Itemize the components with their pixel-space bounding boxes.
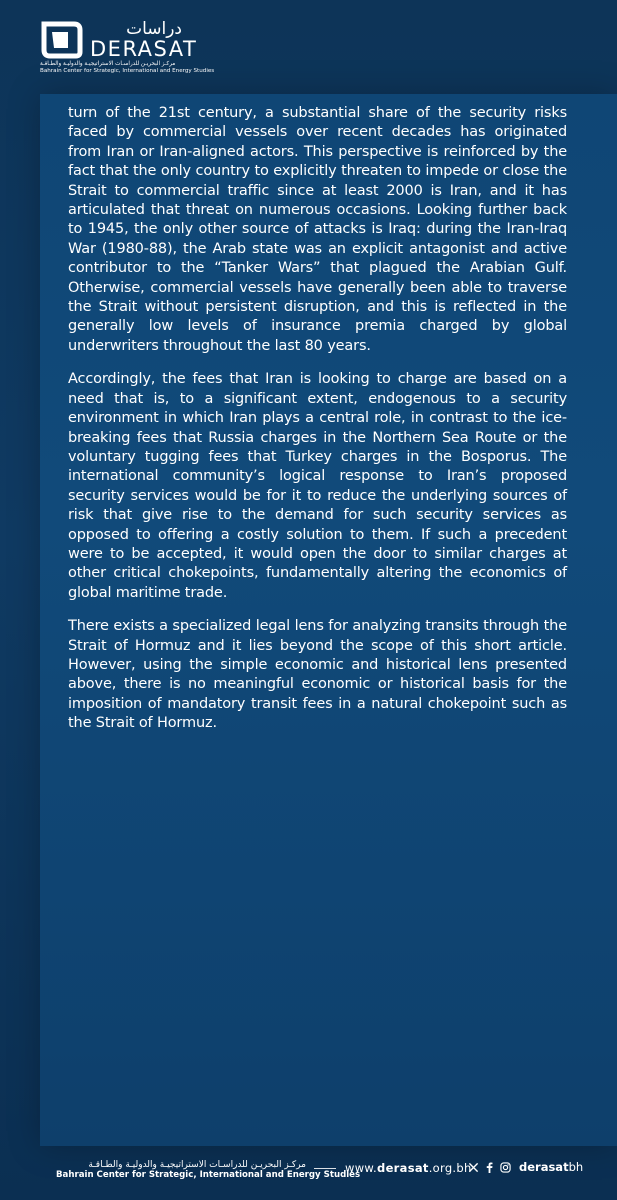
article-paragraph: turn of the 21st century, a substantial share of the security risks faced by commercial vessels over recent decades has originated from Iran or Iran-aligned actors. This perspective is reinforced by the fact that the only country to explicitly threaten to impede or close the Strait to commercial traffic since at least 2000 is Iran, and it has articulated that threat on numerous occasions. Looking further back to 1945, the only other source of attacks is Iraq: during the Iran-Iraq War (1980-88), the Arab state was an explicit antagonist and active contributor to the “Tanker Wars” that plagued the Arabian Gulf. Otherwise, commercial vessels have generally been able to traverse the Strait without persistent disruption, and this is reflected in the generally low levels of insurance premia charged by global underwriters throughout the last 80 years. <box>68 105 567 354</box>
derasat-logo-mark-icon <box>40 20 84 60</box>
logo-subtitle-english: Bahrain Center for Strategic, International and Energy Studies <box>40 68 215 74</box>
url-prefix: www. <box>345 1161 378 1175</box>
logo-subtitle <box>40 61 230 75</box>
website-link[interactable] <box>345 1161 472 1175</box>
x-icon[interactable] <box>468 1162 479 1173</box>
footer-divider <box>314 1168 336 1169</box>
logo-english-text: DERASAT <box>90 37 198 61</box>
handle-bold: derasat <box>519 1160 569 1174</box>
social-handle[interactable] <box>519 1160 583 1174</box>
social-links <box>468 1160 583 1174</box>
url-bold: derasat <box>377 1161 429 1175</box>
header <box>0 0 617 88</box>
footer <box>0 1146 617 1200</box>
article-body <box>68 104 567 748</box>
handle-suffix: bh <box>568 1160 584 1174</box>
facebook-icon[interactable] <box>484 1162 495 1173</box>
url-suffix: .org.bh <box>428 1161 472 1175</box>
instagram-icon[interactable] <box>500 1162 511 1173</box>
article-paragraph: There exists a specialized legal lens for analyzing transits through the Strait of Hormuz and it lies beyond the scope of this short article. However, using the simple economic and historical lens presented above, there is no meaningful economic or historical basis for the imposition of mandatory transit fees in a natural chokepoint such as the Strait of Hormuz. <box>68 618 567 732</box>
logo-subtitle-arabic: مركـز البحريـن للدراسـات الاستراتيجيـة والدوليـة والطـاقـة <box>40 61 176 67</box>
footer-org-arabic: مركـز البحريـن للدراسـات الاستراتيجيـة والدوليـة والطـاقـة <box>88 1160 306 1170</box>
footer-org-english: Bahrain Center for Strategic, International and Energy Studies <box>56 1170 361 1180</box>
logo-arabic-text: دراسات <box>126 19 182 39</box>
article-paragraph: Accordingly, the fees that Iran is looking to charge are based on a need that is, to a significant extent, endogenous to a security environment in which Iran plays a central role, in contrast to the ice-breaking fees that Russia charges in the Northern Sea Route or the voluntary tugging fees that Turkey charges in the Bosporus. The international community’s logical response to Iran’s proposed security services would be for it to reduce the underlying sources of risk that give rise to the demand for such security services as opposed to offering a costly solution to them. If such a precedent were to be accepted, it would open the door to similar charges at other critical chokepoints, fundamentally altering the economics of global maritime trade. <box>68 371 567 601</box>
